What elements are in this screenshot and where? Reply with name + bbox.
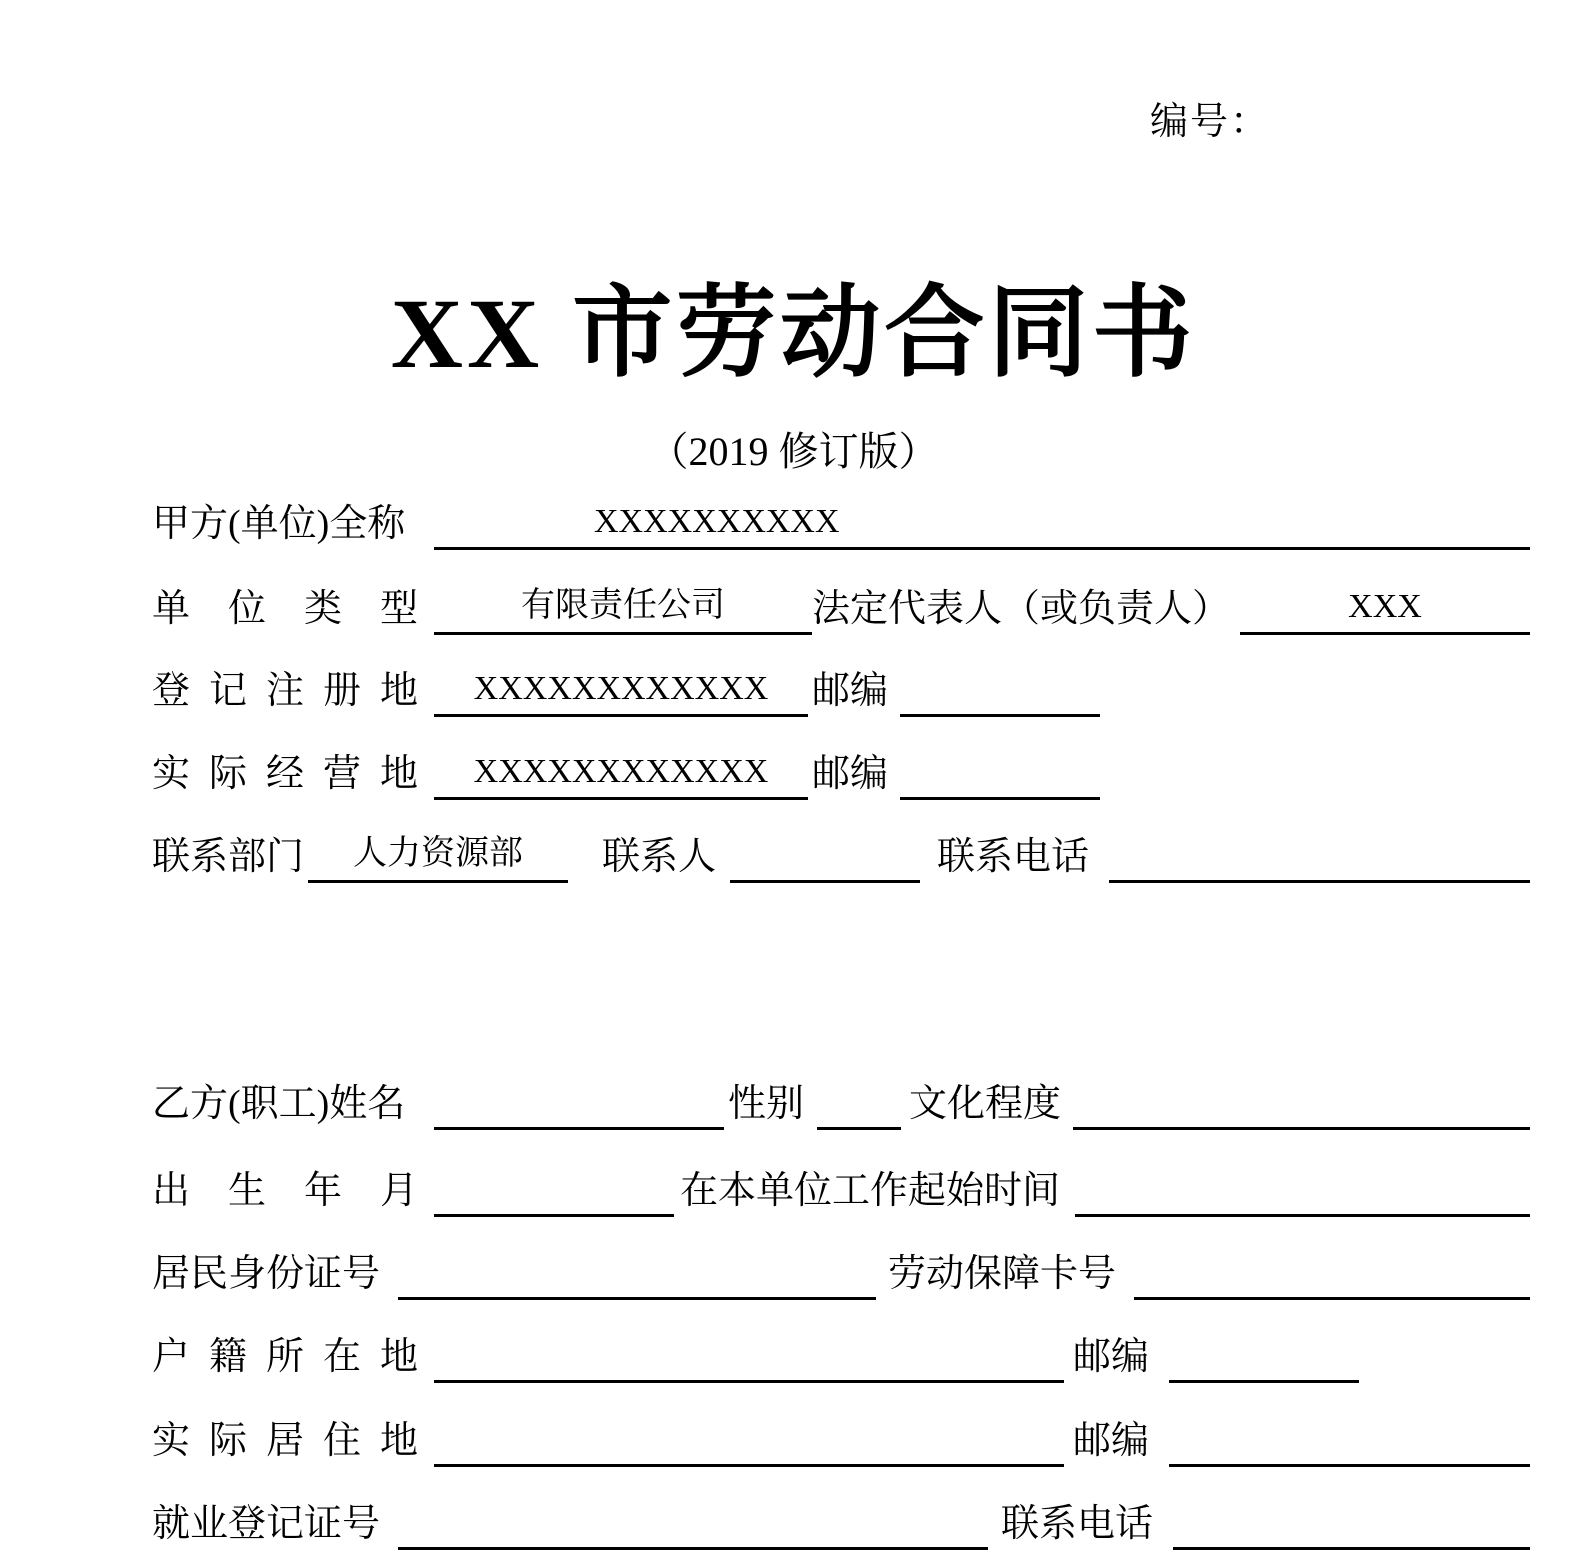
row-contacts <box>152 803 1530 883</box>
household-zip-field[interactable] <box>1169 1323 1359 1383</box>
residence-addr-field[interactable] <box>434 1407 1064 1467</box>
residence-zip-field[interactable] <box>1169 1407 1530 1467</box>
company-name-field[interactable] <box>434 490 1530 550</box>
biz-zip-field[interactable] <box>900 740 1100 800</box>
employee-name-field[interactable] <box>434 1070 724 1130</box>
unit-type-label: 单 位 类 型 <box>152 588 418 630</box>
contact-phone-field[interactable] <box>1109 823 1530 883</box>
row-birth-date <box>152 1137 1530 1217</box>
biz-address-value: XXXXXXXXXXXX <box>473 753 769 790</box>
labor-card-field[interactable] <box>1134 1240 1530 1300</box>
row-employee-name <box>152 1050 1530 1130</box>
biz-address-field[interactable] <box>434 740 808 800</box>
contact-dept-value: 人力资源部 <box>353 835 523 872</box>
legal-rep-field[interactable] <box>1240 575 1530 635</box>
employee-phone-label: 联系电话 <box>1001 1503 1154 1545</box>
reg-zip-label: 邮编 <box>812 670 889 712</box>
birth-date-label: 出 生 年 月 <box>152 1170 418 1212</box>
work-start-field[interactable] <box>1075 1157 1530 1217</box>
gender-label: 性别 <box>728 1083 805 1125</box>
work-start-label: 在本单位工作起始时间 <box>680 1170 1061 1212</box>
biz-address-label: 实 际 经 营 地 <box>152 753 418 795</box>
employee-name-label: 乙方(职工)姓名 <box>152 1083 406 1125</box>
reg-address-field[interactable] <box>434 657 808 717</box>
row-company-name <box>152 470 1530 550</box>
doc-number-label: 编号： <box>1150 101 1271 143</box>
birth-date-field[interactable] <box>434 1157 674 1217</box>
contact-dept-label: 联系部门 <box>152 836 305 878</box>
doc-subtitle: （2019 修订版） <box>648 429 939 474</box>
reg-zip-field[interactable] <box>900 657 1100 717</box>
company-name-label: 甲方(单位)全称 <box>152 503 406 545</box>
household-addr-label: 户 籍 所 在 地 <box>152 1336 418 1378</box>
row-unit-type <box>152 555 1530 635</box>
employment-reg-field[interactable] <box>398 1490 988 1550</box>
residence-zip-label: 邮编 <box>1073 1420 1150 1462</box>
labor-card-label: 劳动保障卡号 <box>888 1253 1117 1295</box>
row-household-address <box>152 1303 1530 1383</box>
employee-phone-field[interactable] <box>1173 1490 1530 1550</box>
residence-addr-label: 实 际 居 住 地 <box>152 1420 418 1462</box>
row-biz-address <box>152 720 1530 800</box>
row-id-number <box>152 1220 1530 1300</box>
gender-field[interactable] <box>817 1070 901 1130</box>
contact-person-field[interactable] <box>730 823 920 883</box>
doc-title: XX 市劳动合同书 <box>390 278 1197 389</box>
row-reg-address <box>152 637 1530 717</box>
legal-rep-label: 法定代表人（或负责人） <box>812 588 1231 630</box>
contact-dept-field[interactable] <box>308 823 568 883</box>
row-residence-address <box>152 1387 1530 1467</box>
household-zip-label: 邮编 <box>1073 1336 1150 1378</box>
legal-rep-value: XXX <box>1348 588 1422 625</box>
employment-reg-label: 就业登记证号 <box>152 1503 381 1545</box>
id-no-label: 居民身份证号 <box>152 1253 381 1295</box>
contact-person-label: 联系人 <box>602 836 717 878</box>
row-employment-reg <box>152 1470 1530 1550</box>
reg-address-value: XXXXXXXXXXXX <box>473 670 769 707</box>
unit-type-value: 有限责任公司 <box>521 587 725 624</box>
reg-address-label: 登 记 注 册 地 <box>152 670 418 712</box>
contact-phone-label: 联系电话 <box>937 836 1090 878</box>
education-field[interactable] <box>1073 1070 1530 1130</box>
id-no-field[interactable] <box>398 1240 876 1300</box>
biz-zip-label: 邮编 <box>812 753 889 795</box>
education-label: 文化程度 <box>909 1083 1062 1125</box>
unit-type-field[interactable] <box>434 575 812 635</box>
household-addr-field[interactable] <box>434 1323 1064 1383</box>
company-name-value: XXXXXXXXXX <box>594 503 840 540</box>
